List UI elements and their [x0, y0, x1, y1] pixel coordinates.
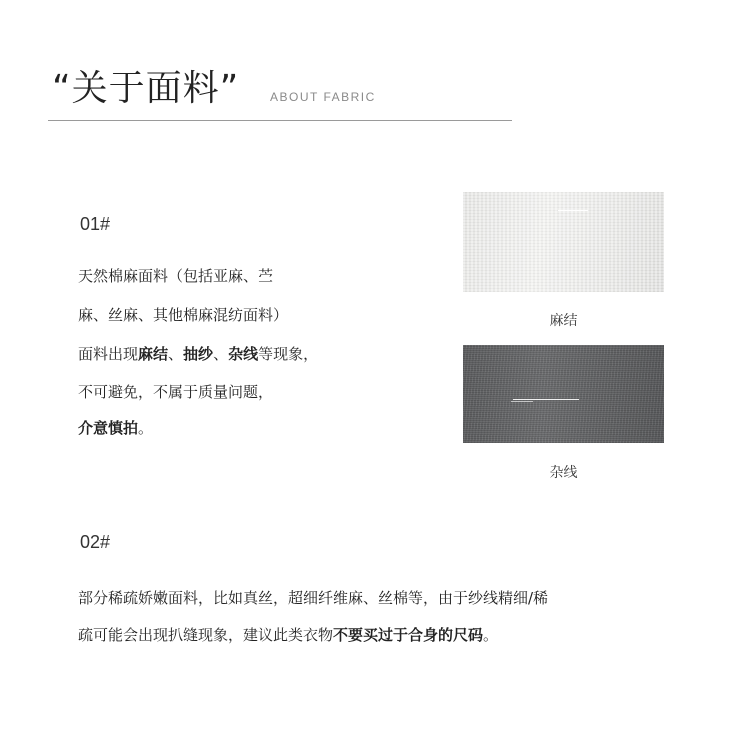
- text-segment: 、: [213, 345, 229, 363]
- page-title: “关于面料”: [52, 68, 240, 109]
- text-segment: 。: [138, 419, 154, 437]
- section-number-01: 01#: [80, 214, 111, 234]
- page-subtitle: ABOUT FABRIC: [270, 90, 376, 104]
- text-segment: 。: [483, 626, 499, 644]
- bold-term-pulled-thread: 抽纱: [183, 345, 214, 363]
- text-segment: 等现象，: [258, 345, 319, 363]
- section2-line-2: [78, 625, 498, 645]
- slub-mark: [558, 210, 588, 211]
- bold-term-stray-thread: 杂线: [228, 345, 259, 363]
- fabric-swatch-stray-thread: [463, 345, 664, 443]
- section1-line-3: [78, 344, 318, 364]
- text-segment: 疏可能会出现扒缝现象，建议此类衣物: [78, 626, 334, 644]
- stray-thread-mark: [513, 399, 579, 400]
- bold-term-slub: 麻结: [138, 345, 169, 363]
- stray-thread-mark: [511, 401, 533, 402]
- bold-warning: 介意慎拍: [78, 419, 139, 437]
- section1-line-4: 不可避免，不属于质量问题，: [78, 383, 274, 401]
- swatch-caption-stray-thread: 杂线: [549, 465, 578, 481]
- header-divider: [48, 120, 512, 121]
- section2-line-1: 部分稀疏娇嫩面料，比如真丝，超细纤维麻、丝棉等，由于纱线精细/稀: [78, 589, 549, 607]
- section1-line-1: 天然棉麻面料（包括亚麻、苎: [78, 267, 274, 285]
- section-header: [52, 58, 512, 122]
- text-segment: 、: [168, 345, 184, 363]
- fabric-swatch-slub: [463, 192, 664, 292]
- section1-line-2: 麻、丝麻、其他棉麻混纺面料）: [78, 306, 289, 324]
- section-number-02: 02#: [80, 532, 111, 552]
- text-segment: 面料出现: [78, 345, 139, 363]
- bold-warning: 不要买过于合身的尺码: [333, 626, 484, 644]
- swatch-caption-slub: 麻结: [549, 313, 578, 329]
- section1-line-5: [78, 418, 153, 438]
